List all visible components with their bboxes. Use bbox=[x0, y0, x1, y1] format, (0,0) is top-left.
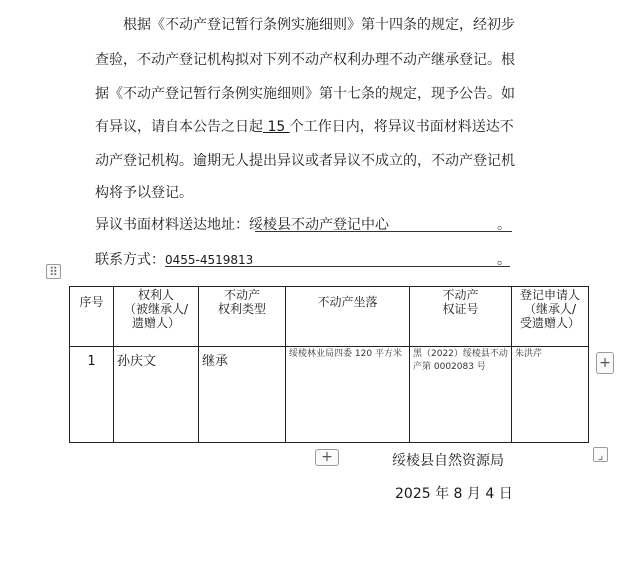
add-row-button[interactable]: + bbox=[315, 449, 339, 466]
cell-cert[interactable]: 黑（2022）绥棱县不动产第 0002083 号 bbox=[410, 347, 512, 443]
notice-line-2: 查验，不动产登记机构拟对下列不动产权利办理不动产继承登记。根 bbox=[95, 52, 515, 68]
notice-line-3: 据《不动产登记暂行条例实施细则》第十七条的规定，现予公告。如 bbox=[95, 86, 515, 102]
notice-line-1: 根据《不动产登记暂行条例实施细则》第十四条的规定，经初步 bbox=[123, 17, 515, 33]
add-column-button[interactable]: + bbox=[596, 352, 614, 374]
address-underline bbox=[255, 231, 512, 232]
header-applicant: 登记申请人 （继承人/ 受遗赠人） bbox=[512, 287, 589, 347]
address-end: 。 bbox=[497, 217, 511, 233]
header-cert: 不动产 权证号 bbox=[410, 287, 512, 347]
table-move-handle-icon[interactable]: ⠿ bbox=[46, 264, 61, 279]
cell-location[interactable]: 绥棱林业局四委 120 平方米 bbox=[286, 347, 410, 443]
address-label: 异议书面材料送达地址： bbox=[95, 217, 249, 233]
notice-line-4-prefix: 有异议，请自本公告之日起 bbox=[95, 119, 263, 135]
objection-days: 15 bbox=[263, 119, 290, 135]
address-value: 绥棱县不动产登记中心 bbox=[249, 217, 389, 233]
table-row bbox=[70, 347, 589, 443]
header-seq: 序号 bbox=[70, 287, 114, 347]
table-header-row bbox=[70, 287, 589, 347]
table-resize-icon[interactable]: ⌟ bbox=[593, 447, 608, 462]
issuing-organization: 绥棱县自然资源局 bbox=[392, 453, 504, 469]
contact-label: 联系方式： bbox=[95, 252, 165, 268]
notice-line-5: 动产登记机构。逾期无人提出异议或者异议不成立的，不动产登记机 bbox=[95, 153, 515, 169]
contact-underline bbox=[165, 266, 510, 267]
header-location: 不动产坐落 bbox=[286, 287, 410, 347]
contact-value: 0455-4519813 bbox=[165, 253, 254, 267]
notice-line-4-suffix: 个工作日内，将异议书面材料送达不 bbox=[289, 119, 514, 135]
registration-table bbox=[69, 286, 589, 443]
cell-right-type[interactable]: 继承 bbox=[199, 347, 286, 443]
contact-end: 。 bbox=[497, 252, 511, 268]
cell-applicant[interactable]: 朱洪芹 bbox=[512, 347, 589, 443]
notice-line-6: 构将予以登记。 bbox=[95, 185, 193, 201]
cell-seq[interactable]: 1 bbox=[70, 347, 114, 443]
issue-date: 2025 年 8 月 4 日 bbox=[395, 486, 513, 502]
cell-holder[interactable]: 孙庆文 bbox=[114, 347, 199, 443]
header-right-type: 不动产 权利类型 bbox=[199, 287, 286, 347]
notice-line-4 bbox=[95, 116, 514, 136]
header-holder: 权利人 （被继承人/ 遗赠人） bbox=[114, 287, 199, 347]
